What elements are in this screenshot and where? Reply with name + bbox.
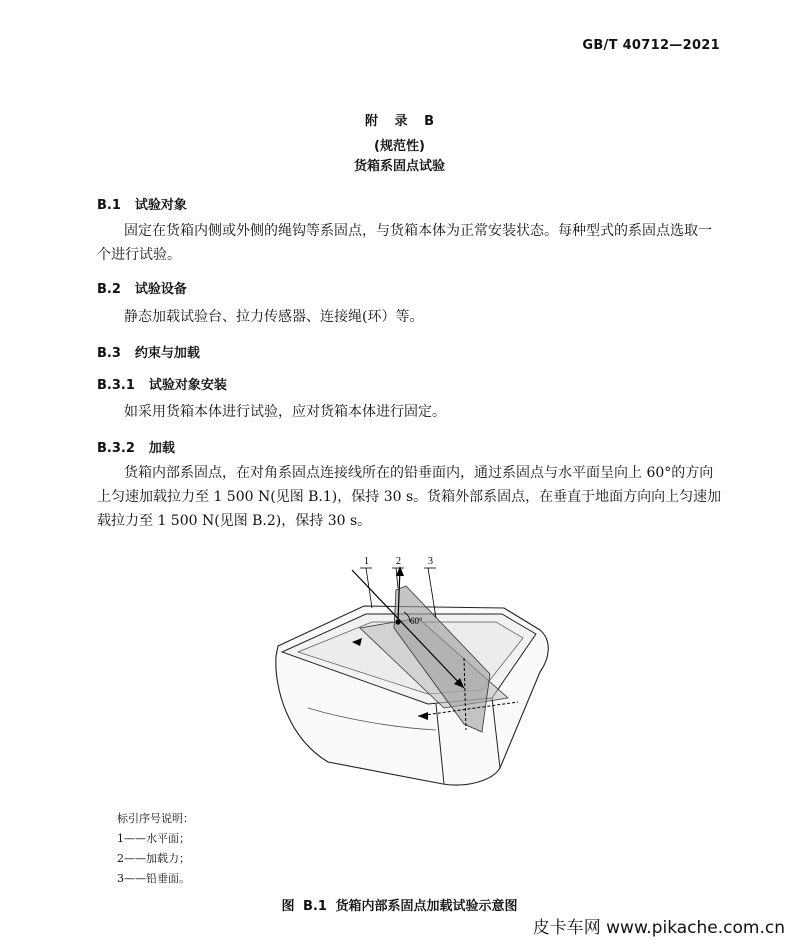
section-b32-paragraph: 货箱内部系固点，在对角系固点连接线所在的铅垂面内，通过系固点与水平面呈向上 60°的方向上匀速加载拉力至 1 500 N(见图 B.1)，保持 30 s。货箱外部系固点，在垂直于地面方向向上匀速加载拉力至 1 500 N(见图 B.2)，保持 30 s。 <box>97 465 722 529</box>
standard-code: GB/T 40712—2021 <box>582 38 720 53</box>
arrowhead-up <box>396 566 404 576</box>
section-title: 试验对象 <box>134 198 187 213</box>
callout-leader-1 <box>366 568 372 608</box>
angle-label: 60° <box>410 616 423 626</box>
section-number: B.2 <box>97 282 121 297</box>
appendix-label: 附 录 B <box>365 114 434 129</box>
anchor-point <box>395 619 400 624</box>
callout-1: 1 <box>364 556 369 567</box>
callout-3: 3 <box>428 556 433 567</box>
section-b2-heading <box>97 278 187 297</box>
section-b1-paragraph: 固定在货箱内侧或外侧的绳钩等系固点，与货箱本体为正常安装状态。每种型式的系固点选取一个进行试验。 <box>97 223 712 263</box>
legend-item-2: 2——加载力； <box>117 852 190 865</box>
section-title: 加载 <box>148 441 175 456</box>
legend-item-1: 1——水平面； <box>117 832 190 845</box>
section-title: 试验对象安装 <box>148 378 227 393</box>
callout-2: 2 <box>396 556 401 567</box>
section-title: 约束与加载 <box>134 346 200 361</box>
section-title: 试验设备 <box>134 282 187 297</box>
appendix-title: 货箱系固点试验 <box>353 159 445 174</box>
legend-title: 标引序号说明： <box>117 812 194 825</box>
section-number: B.3.2 <box>97 441 135 456</box>
section-number: B.3 <box>97 346 121 361</box>
section-b3-heading <box>97 342 200 361</box>
section-b2-paragraph: 静态加载试验台、拉力传感器、连接绳(环）等。 <box>124 309 424 325</box>
section-number: B.1 <box>97 198 121 213</box>
legend-item-3: 3——铅垂面。 <box>117 872 190 885</box>
section-b1-heading <box>97 194 187 213</box>
appendix-normative: (规范性) <box>374 139 425 154</box>
section-b32-heading <box>97 437 175 456</box>
figure-caption: 图 B.1 货箱内部系固点加载试验示意图 <box>281 899 518 914</box>
section-number: B.3.1 <box>97 378 135 393</box>
section-b31-heading <box>97 374 227 393</box>
cargo-box-figure <box>268 548 560 793</box>
site-watermark: 皮卡车网 www.pikache.com.cn <box>532 918 785 938</box>
callout-leader-2 <box>396 568 398 588</box>
section-b31-paragraph: 如采用货箱本体进行试验，应对货箱本体进行固定。 <box>124 404 446 420</box>
